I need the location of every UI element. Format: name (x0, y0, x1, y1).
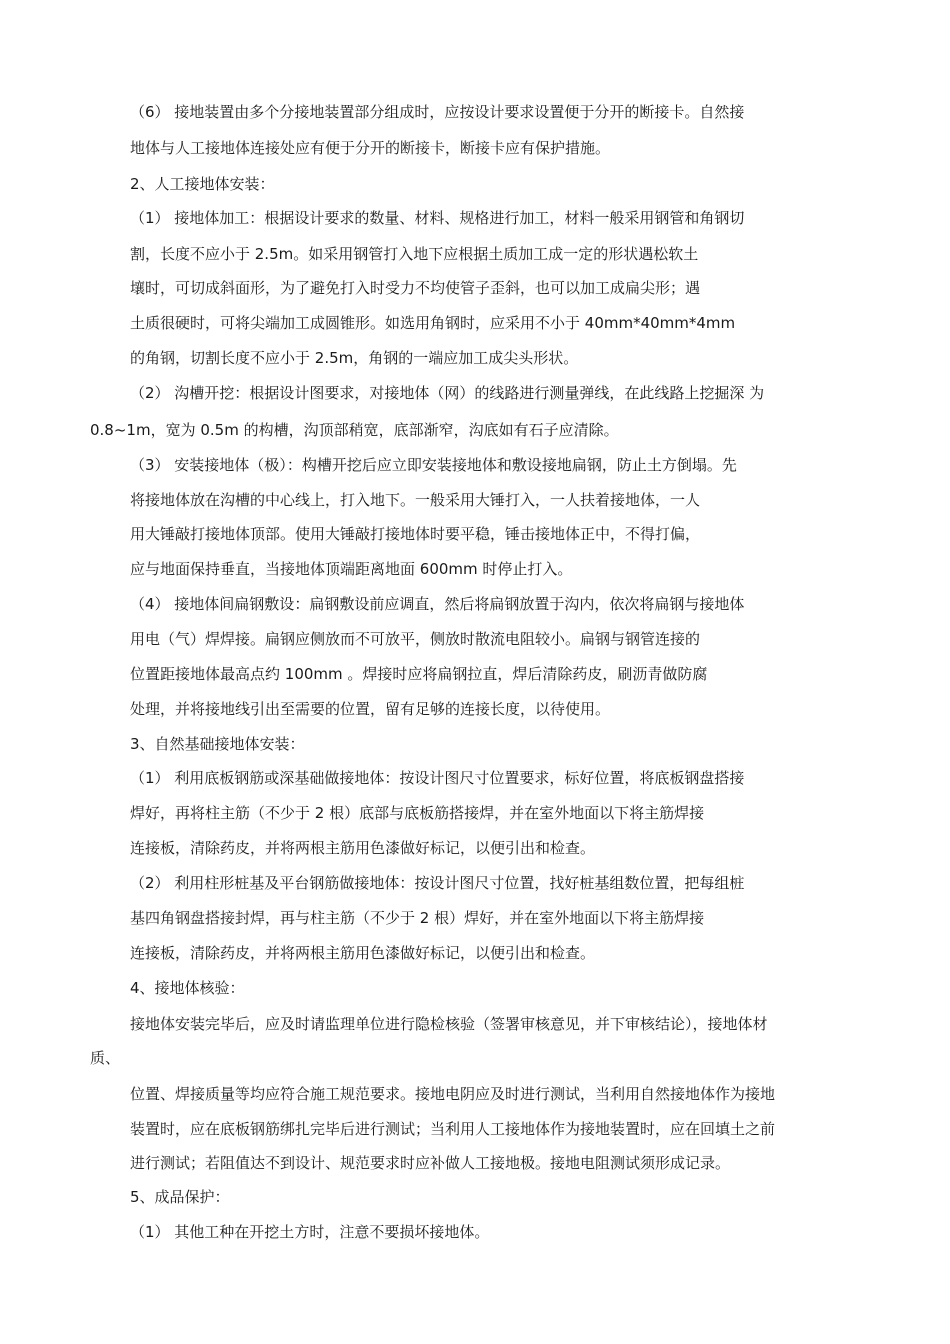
paragraph-line: 地体与人工接地体连接处应有便于分开的断接卡，断接卡应有保护措施。 (130, 139, 611, 157)
paragraph-line: 进行测试；若阻值达不到设计、规范要求时应补做人工接地极。接地电阻测试须形成记录。 (130, 1154, 731, 1172)
paragraph-line: 装置时，应在底板钢筋绑扎完毕后进行测试；当利用人工接地体作为接地装置时，应在回填土之前 (130, 1120, 776, 1138)
section-heading: 4、接地体核验： (130, 979, 245, 997)
paragraph-line: 连接板，清除药皮，并将两根主筋用色漆做好标记，以便引出和检查。 (130, 839, 596, 857)
paragraph-line: 壤时，可切成斜面形，为了避免打入时受力不均使管子歪斜，也可以加工成扁尖形；遇 (130, 279, 701, 297)
paragraph-line: 土质很硬时，可将尖端加工成圆锥形。如选用角钢时，应采用不小于 40mm*40mm*4mm (130, 314, 736, 332)
section-heading: 3、自然基础接地体安装： (130, 735, 305, 753)
paragraph-line: （1） 其他工种在开挖土方时，注意不要损坏接地体。 (130, 1223, 490, 1241)
paragraph-line: 应与地面保持垂直，当接地体顶端距离地面 600mm 时停止打入。 (130, 560, 573, 578)
paragraph-line: 质、 (90, 1049, 121, 1067)
paragraph-line: 基四角钢盘搭接封焊，再与柱主筋（不少于 2 根）焊好，并在室外地面以下将主筋焊接 (130, 909, 705, 927)
paragraph-line: 将接地体放在沟槽的中心线上，打入地下。一般采用大锤打入，一人扶着接地体，一人 (130, 491, 701, 509)
paragraph-line: 0.8~1m，宽为 0.5m 的构槽，沟顶部稍宽，底部渐窄，沟底如有石子应清除。 (90, 421, 619, 439)
paragraph-line: 连接板，清除药皮，并将两根主筋用色漆做好标记，以便引出和检查。 (130, 944, 596, 962)
paragraph-line: 的角钢，切割长度不应小于 2.5m，角钢的一端应加工成尖头形状。 (130, 349, 579, 367)
paragraph-line: （1） 接地体加工：根据设计要求的数量、材料、规格进行加工，材料一般采用钢管和角钢切 (130, 209, 745, 227)
paragraph-line: 接地体安装完毕后，应及时请监理单位进行隐检核验（签署审核意见，并下审核结论），接地体材 (130, 1015, 768, 1033)
section-heading: 5、成品保护： (130, 1188, 230, 1206)
paragraph-line: 焊好，再将柱主筋（不少于 2 根）底部与底板筋搭接焊，并在室外地面以下将主筋焊接 (130, 804, 705, 822)
paragraph-line: （6） 接地装置由多个分接地装置部分组成时，应按设计要求设置便于分开的断接卡。自然接 (130, 103, 745, 121)
paragraph-line: 用电（气）焊焊接。扁钢应侧放而不可放平，侧放时散流电阻较小。扁钢与钢管连接的 (130, 630, 701, 648)
paragraph-line: 用大锤敲打接地体顶部。使用大锤敲打接地体时要平稳，锤击接地体正中，不得打偏， (130, 525, 701, 543)
paragraph-line: 割，长度不应小于 2.5m。如采用钢管打入地下应根据土质加工成一定的形状遇松软土 (130, 245, 699, 263)
paragraph-line: 处理，并将接地线引出至需要的位置，留有足够的连接长度，以待使用。 (130, 700, 611, 718)
paragraph-line: （2） 利用柱形桩基及平台钢筋做接地体：按设计图尺寸位置，找好桩基组数位置，把每组桩 (130, 874, 745, 892)
paragraph-line: 位置距接地体最高点约 100mm 。焊接时应将扁钢拉直，焊后清除药皮，刷沥青做防腐 (130, 665, 708, 683)
paragraph-line: （1） 利用底板钢筋或深基础做接地体：按设计图尺寸位置要求，标好位置，将底板钢盘搭接 (130, 769, 745, 787)
paragraph-line: 位置、焊接质量等均应符合施工规范要求。接地电阴应及时进行测试，当利用自然接地体作为接地 (130, 1085, 776, 1103)
paragraph-line: （4） 接地体间扁钢敷设：扁钢敷设前应调直，然后将扁钢放置于沟内，依次将扁钢与接地体 (130, 595, 745, 613)
section-heading: 2、人工接地体安装： (130, 175, 275, 193)
paragraph-line: （3） 安装接地体（极）：构槽开挖后应立即安装接地体和敷设接地扁钢，防止土方倒塌。先 (130, 456, 737, 474)
paragraph-line: （2） 沟槽开挖：根据设计图要求，对接地体（网）的线路进行测量弹线，在此线路上挖掘深 为 (130, 384, 765, 402)
